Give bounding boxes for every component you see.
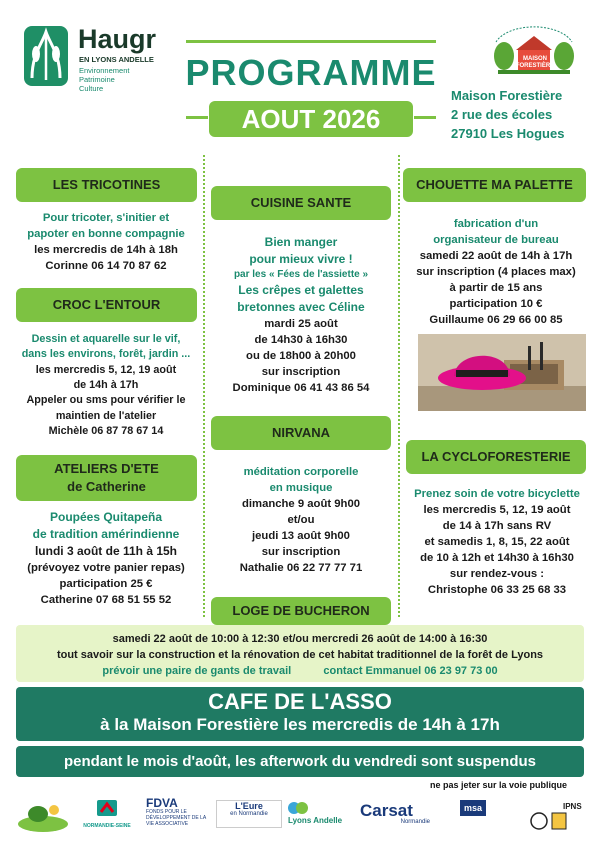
ateliers-body [8, 509, 204, 608]
venue-line-1: Maison Forestière [451, 88, 563, 103]
palette-line-1: samedi 22 août de 14h à 17h [419, 250, 573, 263]
fdva-sub: FONDS POUR LE DÉVELOPPEMENT DE LA VIE ASSOCIATIVE [146, 809, 206, 827]
eure-sub: en Normandie [230, 811, 268, 817]
croc-line-4: maintien de l'atelier [55, 409, 157, 422]
ateliers-title [16, 455, 197, 501]
cyclo-line-4: de 10 à 12h et 14h30 à 16h30 [420, 552, 574, 565]
org-sub3: Patrimoine [79, 75, 115, 84]
tricotines-line-1: les mercredis de 14h à 18h [34, 244, 178, 257]
sponsor-logos [16, 796, 588, 836]
ateliers-line-4: Catherine 07 68 51 55 52 [40, 594, 172, 607]
palette-photo [418, 334, 586, 411]
palette-line-5: Guillaume 06 29 66 00 85 [429, 314, 563, 327]
tricotines-body [8, 210, 204, 274]
loge-line-3a: prévoir une paire de gants de travail [102, 664, 292, 677]
ateliers-line-1: lundi 3 août de 11h à 15h [34, 544, 178, 559]
croc-title [16, 288, 197, 322]
afterwork-band [16, 746, 584, 777]
venue-address [451, 87, 564, 144]
maison-logo-text: MAISON FORESTIÈRE [515, 56, 555, 70]
cafe-title: CAFE DE L'ASSO [208, 689, 392, 714]
nirvana-title-text: NIRVANA [271, 425, 331, 441]
nirvana-title [211, 416, 391, 450]
org-sub1: EN LYONS ANDELLE [79, 55, 154, 64]
loge-details-band [16, 625, 584, 682]
month-banner: AOUT 2026 [209, 101, 413, 137]
loge-line-1: samedi 22 août de 10:00 à 12:30 et/ou mercredi 26 août de 14:00 à 16:30 [112, 633, 488, 645]
nirvana-line-2: et/ou [287, 514, 315, 527]
palette-teal-2: organisateur de bureau [433, 234, 559, 247]
tricotines-title [16, 168, 197, 202]
cuisine-teal-3: Les crêpes et galettes [238, 283, 364, 298]
cuisine-body [205, 234, 397, 396]
cafe-band [16, 687, 584, 741]
cyclo-line-3: et samedis 1, 8, 15, 22 août [424, 536, 570, 549]
cyclo-title-text: LA CYCLOFORESTERIE [421, 449, 571, 465]
tricotines-teal-2: papoter en bonne compagnie [27, 228, 185, 241]
msa-title: msa [460, 800, 486, 816]
recycle-icon [530, 810, 570, 832]
cuisine-teal-1: Bien manger [264, 235, 338, 249]
nirvana-body [205, 464, 397, 576]
cuisine-line-2: de 14h30 à 16h30 [254, 334, 348, 347]
haugr-logo [22, 24, 172, 96]
palette-teal-1: fabrication d'un [453, 218, 539, 230]
cuisine-line-4: sur inscription [261, 366, 341, 379]
cyclo-body [398, 486, 596, 598]
loge-title-text: LOGE DE BUCHERON [232, 603, 370, 619]
header-rule-left [186, 116, 208, 119]
ipns-label: IPNS [563, 802, 582, 811]
fdva-logo [146, 796, 210, 827]
croc-teal-1: Dessin et aquarelle sur le vif, [31, 333, 181, 345]
loge-line-3 [16, 664, 584, 680]
ateliers-title-1: ATELIERS D'ETE [54, 461, 159, 477]
cyclo-line-2: de 14 à 17h sans RV [442, 520, 552, 533]
carsat-title: Carsat [360, 801, 413, 820]
cuisine-teal-small: par les « Fées de l'assiette » [233, 269, 369, 281]
carsat-sub: Normandie [400, 819, 430, 825]
org-sub4: Culture [79, 84, 104, 93]
tricotines-title-text: LES TRICOTINES [52, 177, 161, 193]
croc-teal-2: dans les environs, forêt, jardin ... [21, 348, 191, 361]
cuisine-teal-4: bretonnes avec Céline [237, 300, 365, 315]
venue-line-3: 27910 Les Hogues [451, 125, 565, 141]
croc-line-3: Appeler ou sms pour vérifier le [26, 394, 186, 407]
landscape-logo-icon [16, 800, 70, 834]
croc-body [8, 332, 204, 439]
ca-logo [78, 798, 136, 829]
palette-line-4: participation 10 € [449, 298, 543, 311]
cyclo-teal-1: Prenez soin de votre bicyclette [414, 488, 580, 500]
ateliers-teal-1: Poupées Quitapeña [49, 510, 163, 524]
ateliers-title-2: de Catherine [67, 479, 146, 494]
cyclo-title [406, 440, 586, 474]
fdva-title: FDVA [146, 796, 178, 810]
eure-title: L'Eure [235, 801, 263, 811]
cyclo-line-5: sur rendez-vous : [449, 568, 545, 581]
ateliers-line-3: participation 25 € [59, 578, 153, 591]
loge-line-2: tout savoir sur la construction et la rénovation de cet habitat traditionnel de la forêt de Lyons [56, 648, 544, 661]
nirvana-line-1: dimanche 9 août 9h00 [241, 498, 361, 511]
lyons-andelle-icon [288, 800, 308, 816]
croc-title-text: CROC L'ENTOUR [52, 297, 161, 313]
cafe-subtitle: à la Maison Forestière les mercredis de 14h à 17h [100, 715, 500, 735]
cuisine-title [211, 186, 391, 220]
croc-line-2: de 14h à 17h [73, 378, 139, 391]
tricotines-line-2: Corinne 06 14 70 87 62 [45, 260, 167, 273]
tricotines-teal-1: Pour tricoter, s'initier et [42, 212, 170, 224]
hat-on-box-icon [418, 334, 586, 411]
afterwork-text: pendant le mois d'août, les afterwork du vendredi sont suspendus [64, 753, 536, 770]
lyons-logo [288, 800, 358, 825]
palette-line-2: sur inscription (4 places max) [416, 266, 576, 279]
croc-line-5: Michèle 06 87 78 67 14 [48, 424, 164, 437]
tree-logo-icon [22, 24, 70, 88]
credit-agricole-icon [95, 798, 119, 818]
maison-logo [488, 20, 580, 82]
loge-line-3b: contact Emmanuel 06 23 97 73 00 [323, 664, 498, 677]
org-name: Haugr [78, 24, 157, 54]
nirvana-teal-1: méditation corporelle [243, 466, 359, 478]
venue-line-2: 2 rue des écoles [451, 106, 553, 122]
nirvana-teal-2: en musique [269, 482, 333, 495]
cyclo-line-1: les mercredis 5, 12, 19 août [423, 504, 571, 517]
ateliers-line-2: (prévoyez votre panier repas) [27, 562, 185, 575]
msa-logo [460, 798, 520, 816]
forest-house-icon [488, 20, 580, 82]
cuisine-line-1: mardi 25 août [264, 318, 338, 331]
ateliers-teal-2: de tradition amérindienne [32, 527, 180, 542]
palette-title-text: CHOUETTE MA PALETTE [416, 177, 573, 193]
palette-body [400, 216, 592, 328]
header-rule-right [414, 116, 436, 119]
header-rule-top [186, 40, 436, 43]
ca-sub: NORMANDIE-SEINE [83, 823, 131, 829]
palette-line-3: à partir de 15 ans [449, 282, 543, 295]
nirvana-line-5: Nathalie 06 22 77 77 71 [239, 562, 363, 575]
cuisine-line-5: Dominique 06 41 43 86 54 [232, 382, 370, 395]
nirvana-line-3: jeudi 13 août 9h00 [252, 530, 350, 543]
cyclo-line-6: Christophe 06 33 25 68 33 [427, 584, 567, 597]
cuisine-title-text: CUISINE SANTE [250, 195, 352, 211]
nirvana-line-4: sur inscription [261, 546, 341, 559]
loge-title [211, 597, 391, 625]
org-sub2: Environnement [79, 66, 130, 75]
palette-title [403, 168, 586, 202]
lyons-title: Lyons Andelle [288, 816, 343, 825]
carsat-logo [360, 802, 430, 825]
cuisine-teal-2: pour mieux vivre ! [249, 252, 353, 267]
page-title: PROGRAMME [185, 52, 437, 93]
cuisine-line-3: ou de 18h00 à 20h00 [246, 350, 356, 363]
eure-logo [216, 800, 282, 828]
croc-line-1: les mercredis 5, 12, 19 août [35, 363, 177, 376]
footer-notice: ne pas jeter sur la voie publique [430, 780, 568, 790]
